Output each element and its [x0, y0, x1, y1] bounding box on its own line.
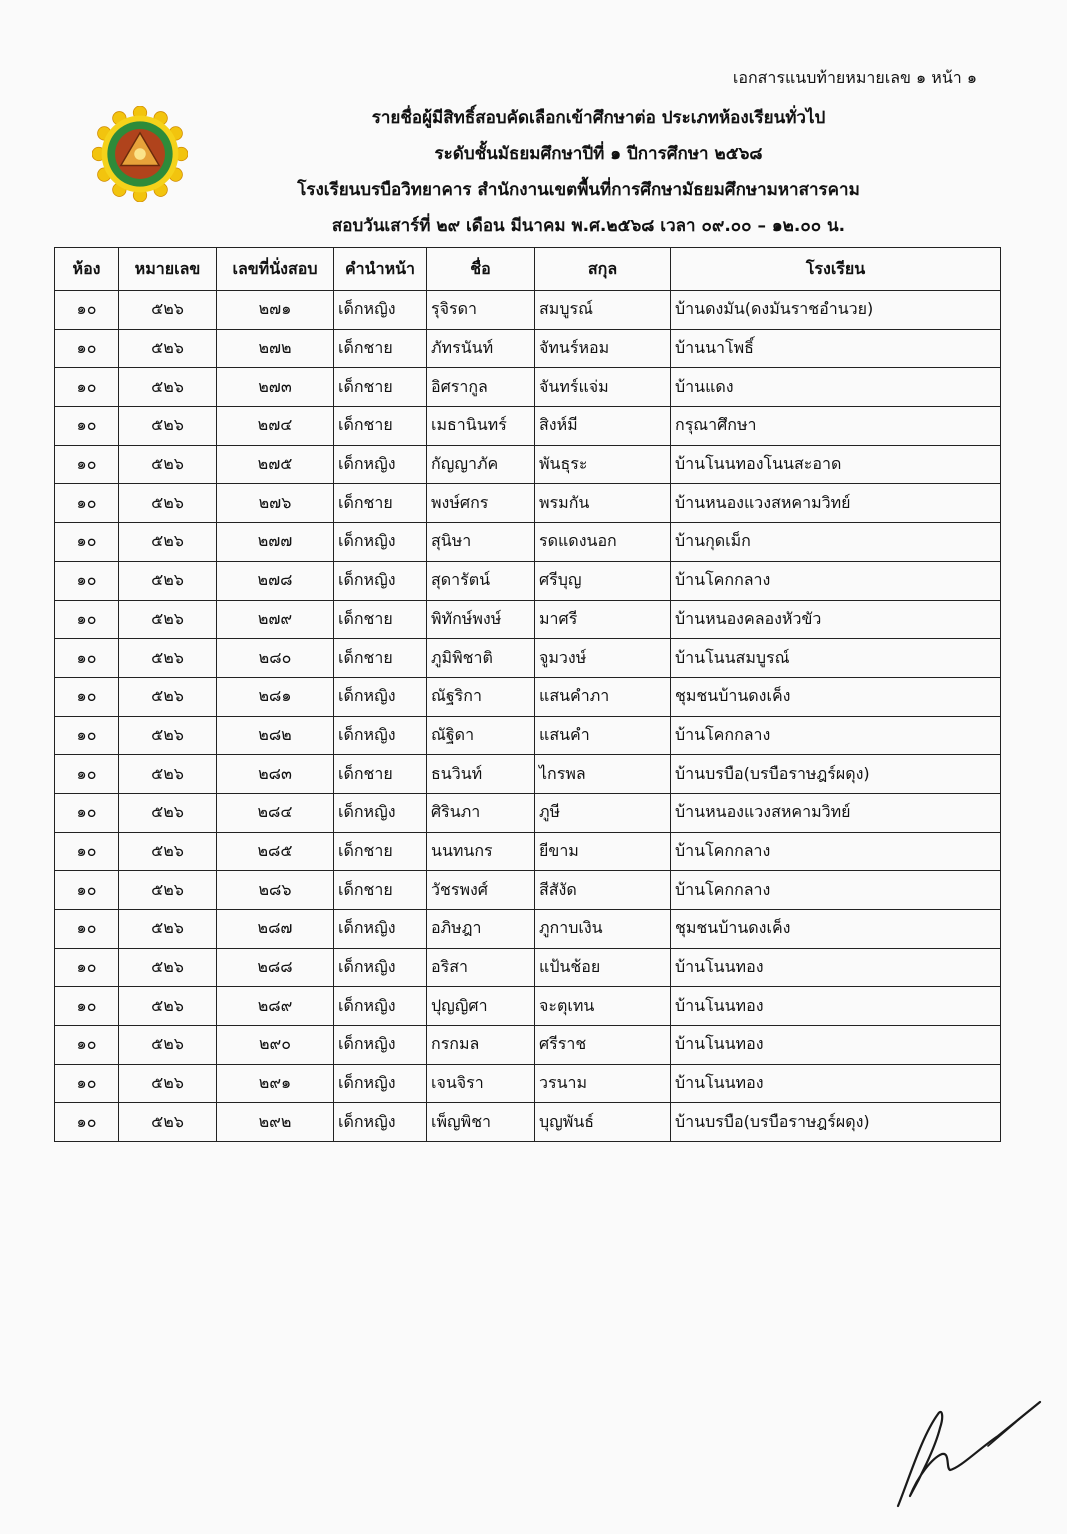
- cell-code: ๕๒๖: [119, 1064, 217, 1103]
- cell-code: ๕๒๖: [119, 484, 217, 523]
- cell-school: กรุณาศึกษา: [671, 407, 1001, 446]
- cell-seat: ๒๗๖: [217, 484, 334, 523]
- cell-seat: ๒๘๔: [217, 793, 334, 832]
- cell-room: ๑๐: [55, 639, 119, 678]
- cell-prefix: เด็กชาย: [334, 329, 427, 368]
- cell-last-name: วรนาม: [535, 1064, 671, 1103]
- cell-seat: ๒๙๒: [217, 1103, 334, 1142]
- cell-prefix: เด็กชาย: [334, 407, 427, 446]
- cell-room: ๑๐: [55, 445, 119, 484]
- cell-school: บ้านดงมัน(ดงมันราชอำนวย): [671, 291, 1001, 330]
- table-body: [55, 291, 1001, 1142]
- cell-school: บ้านโนนทอง: [671, 948, 1001, 987]
- cell-first-name: กัญญาภัค: [427, 445, 535, 484]
- header-exam-date: สอบวันเสาร์ที่ ๒๙ เดือน มีนาคม พ.ศ.๒๕๖๘ เวลา ๐๙.๐๐ – ๑๒.๐๐ น.: [331, 215, 846, 236]
- cell-prefix: เด็กหญิง: [334, 1103, 427, 1142]
- cell-room: ๑๐: [55, 368, 119, 407]
- cell-first-name: ภูมิพิชาติ: [427, 639, 535, 678]
- cell-seat: ๒๗๕: [217, 445, 334, 484]
- cell-seat: ๒๘๘: [217, 948, 334, 987]
- cell-first-name: ศิรินภา: [427, 793, 535, 832]
- cell-last-name: แสนคำ: [535, 716, 671, 755]
- cell-code: ๕๒๖: [119, 639, 217, 678]
- table-row: [55, 677, 1001, 716]
- table-row: [55, 291, 1001, 330]
- cell-room: ๑๐: [55, 871, 119, 910]
- cell-room: ๑๐: [55, 291, 119, 330]
- cell-code: ๕๒๖: [119, 291, 217, 330]
- cell-first-name: เพ็ญพิชา: [427, 1103, 535, 1142]
- cell-last-name: บุญพันธ์: [535, 1103, 671, 1142]
- cell-seat: ๒๗๒: [217, 329, 334, 368]
- cell-code: ๕๒๖: [119, 755, 217, 794]
- cell-last-name: สิงห์มี: [535, 407, 671, 446]
- cell-first-name: เมธานินทร์: [427, 407, 535, 446]
- cell-prefix: เด็กหญิง: [334, 291, 427, 330]
- cell-code: ๕๒๖: [119, 329, 217, 368]
- table-row: [55, 755, 1001, 794]
- table-row: [55, 716, 1001, 755]
- cell-prefix: เด็กชาย: [334, 755, 427, 794]
- cell-first-name: ณัฐริกา: [427, 677, 535, 716]
- cell-prefix: เด็กหญิง: [334, 716, 427, 755]
- cell-last-name: ยีขาม: [535, 832, 671, 871]
- cell-seat: ๒๙๑: [217, 1064, 334, 1103]
- cell-prefix: เด็กหญิง: [334, 1064, 427, 1103]
- cell-last-name: รดแดงนอก: [535, 523, 671, 562]
- table-row: [55, 987, 1001, 1026]
- cell-school: บ้านโนนทองโนนสะอาด: [671, 445, 1001, 484]
- cell-last-name: จะตุเทน: [535, 987, 671, 1026]
- cell-last-name: สมบูรณ์: [535, 291, 671, 330]
- cell-prefix: เด็กหญิง: [334, 561, 427, 600]
- cell-code: ๕๒๖: [119, 716, 217, 755]
- cell-last-name: สีสังัด: [535, 871, 671, 910]
- cell-code: ๕๒๖: [119, 445, 217, 484]
- table-row: [55, 793, 1001, 832]
- cell-code: ๕๒๖: [119, 561, 217, 600]
- cell-first-name: ธนวินท์: [427, 755, 535, 794]
- cell-code: ๕๒๖: [119, 600, 217, 639]
- cell-seat: ๒๘๗: [217, 910, 334, 949]
- table-row: [55, 600, 1001, 639]
- table-row: [55, 523, 1001, 562]
- cell-last-name: ศรีราช: [535, 1026, 671, 1065]
- cell-school: บ้านโคกกลาง: [671, 832, 1001, 871]
- cell-code: ๕๒๖: [119, 793, 217, 832]
- cell-room: ๑๐: [55, 948, 119, 987]
- cell-first-name: ภัทรนันท์: [427, 329, 535, 368]
- header-title: รายชื่อผู้มีสิทธิ์สอบคัดเลือกเข้าศึกษาต่อ ประเภทห้องเรียนทั่วไป: [371, 107, 826, 128]
- table-row: [55, 871, 1001, 910]
- cell-room: ๑๐: [55, 484, 119, 523]
- signature-icon: [880, 1396, 1050, 1516]
- table-row: [55, 407, 1001, 446]
- cell-first-name: อริสา: [427, 948, 535, 987]
- cell-seat: ๒๘๒: [217, 716, 334, 755]
- cell-room: ๑๐: [55, 677, 119, 716]
- cell-first-name: นนทนกร: [427, 832, 535, 871]
- cell-prefix: เด็กหญิง: [334, 523, 427, 562]
- cell-last-name: แสนคำภา: [535, 677, 671, 716]
- cell-last-name: พันธุระ: [535, 445, 671, 484]
- cell-room: ๑๐: [55, 1103, 119, 1142]
- table-row: [55, 1026, 1001, 1065]
- table-header: [55, 248, 1001, 291]
- cell-code: ๕๒๖: [119, 407, 217, 446]
- cell-school: ชุมชนบ้านดงเค็ง: [671, 677, 1001, 716]
- cell-seat: ๒๗๑: [217, 291, 334, 330]
- document-header: [150, 100, 1007, 244]
- cell-first-name: เจนจิรา: [427, 1064, 535, 1103]
- cell-first-name: อิศรากูล: [427, 368, 535, 407]
- table-row: [55, 329, 1001, 368]
- table-row: [55, 948, 1001, 987]
- cell-school: บ้านโคกกลาง: [671, 871, 1001, 910]
- cell-prefix: เด็กชาย: [334, 639, 427, 678]
- cell-school: บ้านโคกกลาง: [671, 716, 1001, 755]
- table-row: [55, 368, 1001, 407]
- cell-room: ๑๐: [55, 793, 119, 832]
- cell-prefix: เด็กหญิง: [334, 793, 427, 832]
- cell-seat: ๒๘๖: [217, 871, 334, 910]
- document-reference: เอกสารแนบท้ายหมายเลข ๑ หน้า ๑: [732, 68, 977, 87]
- column-header-code: หมายเลข: [119, 248, 217, 291]
- cell-prefix: เด็กชาย: [334, 600, 427, 639]
- cell-prefix: เด็กหญิง: [334, 910, 427, 949]
- table-row: [55, 484, 1001, 523]
- cell-code: ๕๒๖: [119, 987, 217, 1026]
- cell-school: ชุมชนบ้านดงเค็ง: [671, 910, 1001, 949]
- column-header-first-name: ชื่อ: [427, 248, 535, 291]
- cell-room: ๑๐: [55, 755, 119, 794]
- cell-room: ๑๐: [55, 1026, 119, 1065]
- cell-prefix: เด็กหญิง: [334, 1026, 427, 1065]
- cell-last-name: ภูษี: [535, 793, 671, 832]
- cell-last-name: ศรีบุญ: [535, 561, 671, 600]
- cell-prefix: เด็กชาย: [334, 871, 427, 910]
- cell-code: ๕๒๖: [119, 832, 217, 871]
- cell-last-name: จันทร์แจ่ม: [535, 368, 671, 407]
- cell-room: ๑๐: [55, 600, 119, 639]
- cell-school: บ้านหนองคลองหัวขัว: [671, 600, 1001, 639]
- cell-first-name: อภิษฎา: [427, 910, 535, 949]
- column-header-last-name: สกุล: [535, 248, 671, 291]
- cell-seat: ๒๙๐: [217, 1026, 334, 1065]
- cell-school: บ้านหนองแวงสหคามวิทย์: [671, 484, 1001, 523]
- cell-room: ๑๐: [55, 987, 119, 1026]
- cell-code: ๕๒๖: [119, 523, 217, 562]
- header-level: ระดับชั้นมัธยมศึกษาปีที่ ๑ ปีการศึกษา ๒๕๖๘: [434, 143, 763, 164]
- cell-room: ๑๐: [55, 716, 119, 755]
- cell-prefix: เด็กชาย: [334, 832, 427, 871]
- cell-seat: ๒๘๐: [217, 639, 334, 678]
- cell-seat: ๒๗๔: [217, 407, 334, 446]
- cell-last-name: พรมกัน: [535, 484, 671, 523]
- cell-school: บ้านโนนทอง: [671, 1026, 1001, 1065]
- table-row: [55, 910, 1001, 949]
- cell-room: ๑๐: [55, 407, 119, 446]
- table-header-row: [55, 248, 1001, 291]
- cell-code: ๕๒๖: [119, 368, 217, 407]
- cell-code: ๕๒๖: [119, 677, 217, 716]
- cell-room: ๑๐: [55, 832, 119, 871]
- cell-school: บ้านโนนทอง: [671, 1064, 1001, 1103]
- cell-school: บ้านบรบือ(บรบือราษฎร์ผดุง): [671, 1103, 1001, 1142]
- cell-last-name: ไกรพล: [535, 755, 671, 794]
- cell-prefix: เด็กหญิง: [334, 445, 427, 484]
- cell-school: บ้านโคกกลาง: [671, 561, 1001, 600]
- column-header-school: โรงเรียน: [671, 248, 1001, 291]
- column-header-seat: เลขที่นั่งสอบ: [217, 248, 334, 291]
- cell-code: ๕๒๖: [119, 948, 217, 987]
- cell-school: บ้านนาโพธิ์: [671, 329, 1001, 368]
- cell-room: ๑๐: [55, 561, 119, 600]
- cell-school: บ้านแดง: [671, 368, 1001, 407]
- cell-seat: ๒๘๙: [217, 987, 334, 1026]
- cell-first-name: พิทักษ์พงษ์: [427, 600, 535, 639]
- cell-seat: ๒๗๘: [217, 561, 334, 600]
- cell-seat: ๒๘๑: [217, 677, 334, 716]
- candidate-table: [54, 247, 1001, 1142]
- cell-seat: ๒๘๓: [217, 755, 334, 794]
- header-school: โรงเรียนบรบือวิทยาคาร สำนักงานเขตพื้นที่การศึกษามัธยมศึกษามหาสารคาม: [297, 179, 860, 200]
- cell-code: ๕๒๖: [119, 1026, 217, 1065]
- cell-prefix: เด็กชาย: [334, 484, 427, 523]
- cell-last-name: แป้นช้อย: [535, 948, 671, 987]
- cell-last-name: จูมวงษ์: [535, 639, 671, 678]
- cell-school: บ้านกุดเม็ก: [671, 523, 1001, 562]
- cell-room: ๑๐: [55, 910, 119, 949]
- cell-seat: ๒๘๕: [217, 832, 334, 871]
- table-row: [55, 1064, 1001, 1103]
- table-row: [55, 832, 1001, 871]
- cell-seat: ๒๗๓: [217, 368, 334, 407]
- cell-seat: ๒๗๗: [217, 523, 334, 562]
- cell-first-name: ปุญญิศา: [427, 987, 535, 1026]
- cell-room: ๑๐: [55, 523, 119, 562]
- cell-first-name: ณัฐิดา: [427, 716, 535, 755]
- cell-school: บ้านบรบือ(บรบือราษฎร์ผดุง): [671, 755, 1001, 794]
- cell-school: บ้านโนนทอง: [671, 987, 1001, 1026]
- table-row: [55, 639, 1001, 678]
- cell-last-name: ภูกาบเงิน: [535, 910, 671, 949]
- column-header-prefix: คำนำหน้า: [334, 248, 427, 291]
- cell-first-name: สุนิษา: [427, 523, 535, 562]
- cell-first-name: พงษ์ศกร: [427, 484, 535, 523]
- cell-first-name: กรกมล: [427, 1026, 535, 1065]
- table-row: [55, 445, 1001, 484]
- table-row: [55, 1103, 1001, 1142]
- cell-school: บ้านโนนสมบูรณ์: [671, 639, 1001, 678]
- cell-first-name: สุดารัตน์: [427, 561, 535, 600]
- cell-code: ๕๒๖: [119, 1103, 217, 1142]
- table-row: [55, 561, 1001, 600]
- cell-last-name: จัทนร์หอม: [535, 329, 671, 368]
- cell-prefix: เด็กหญิง: [334, 987, 427, 1026]
- column-header-room: ห้อง: [55, 248, 119, 291]
- cell-code: ๕๒๖: [119, 910, 217, 949]
- cell-room: ๑๐: [55, 329, 119, 368]
- cell-code: ๕๒๖: [119, 871, 217, 910]
- cell-prefix: เด็กหญิง: [334, 677, 427, 716]
- cell-school: บ้านหนองแวงสหคามวิทย์: [671, 793, 1001, 832]
- cell-room: ๑๐: [55, 1064, 119, 1103]
- cell-seat: ๒๗๙: [217, 600, 334, 639]
- cell-first-name: วัชรพงศ์: [427, 871, 535, 910]
- cell-prefix: เด็กชาย: [334, 368, 427, 407]
- cell-prefix: เด็กหญิง: [334, 948, 427, 987]
- cell-first-name: รุจิรดา: [427, 291, 535, 330]
- cell-last-name: มาศรี: [535, 600, 671, 639]
